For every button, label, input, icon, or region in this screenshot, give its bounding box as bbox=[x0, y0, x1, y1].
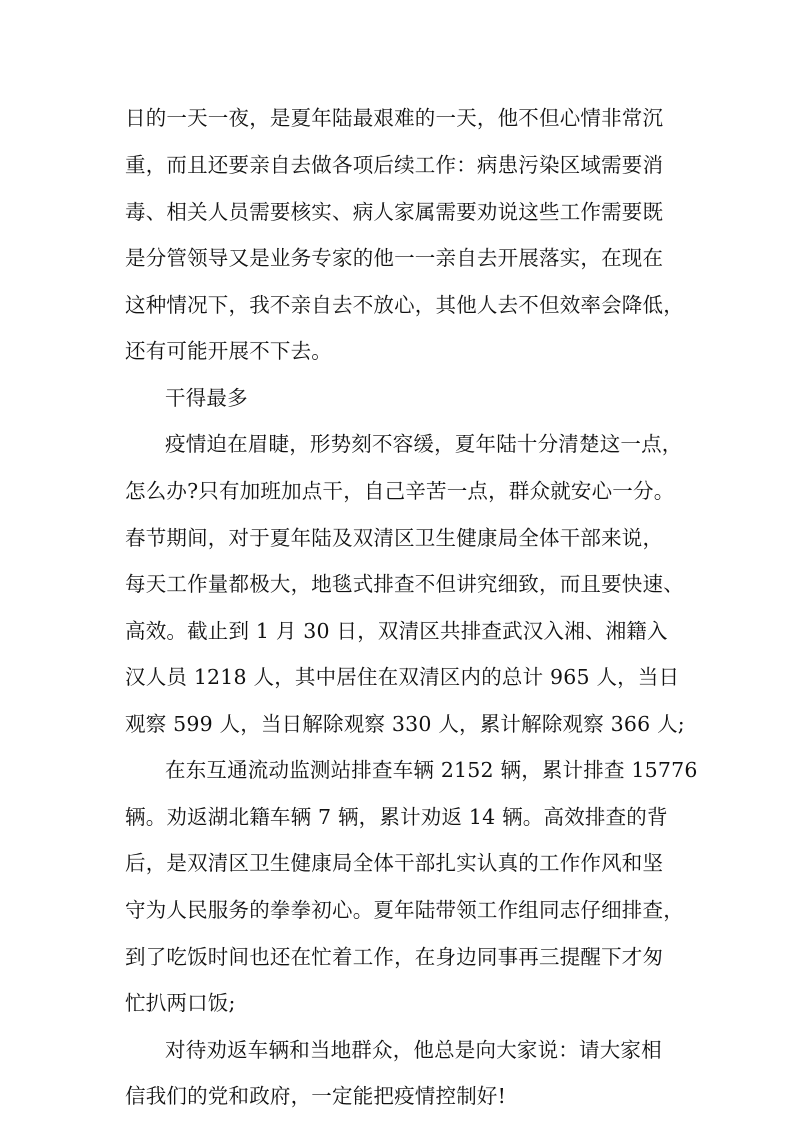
body-text-line: 还有可能开展不下去。 bbox=[125, 339, 332, 363]
body-text-line: 信我们的党和政府，一定能把疫情控制好! bbox=[125, 1084, 507, 1108]
body-text-line: 日的一天一夜，是夏年陆最艰难的一天，他不但心情非常沉 bbox=[125, 106, 664, 130]
body-text-line: 重，而且还要亲自去做各项后续工作：病患污染区域需要消 bbox=[125, 153, 664, 177]
body-text-line: 春节期间，对于夏年陆及双清区卫生健康局全体干部来说， bbox=[125, 526, 664, 550]
body-text-line: 对待劝返车辆和当地群众，他总是向大家说：请大家相 bbox=[165, 1038, 662, 1062]
body-text-line: 忙扒两口饭; bbox=[125, 991, 236, 1015]
body-text-line: 汉人员 1218 人，其中居住在双清区内的总计 965 人，当日 bbox=[125, 665, 680, 689]
body-text-line: 这种情况下，我不亲自去不放心，其他人去不但效率会降低， bbox=[125, 293, 684, 317]
body-text-line: 怎么办?只有加班加点干，自己辛苦一点，群众就安心一分。 bbox=[125, 479, 675, 503]
body-text-line: 毒、相关人员需要核实、病人家属需要劝说这些工作需要既 bbox=[125, 200, 664, 224]
body-text-line: 每天工作量都极大，地毯式排查不但讲究细致，而且要快速、 bbox=[125, 572, 684, 596]
body-text-line: 到了吃饭时间也还在忙着工作，在身边同事再三提醒下才匆 bbox=[125, 945, 664, 969]
body-text-line: 高效。截止到 1 月 30 日，双清区共排查武汉入湘、湘籍入 bbox=[125, 619, 668, 643]
body-text-line: 观察 599 人，当日解除观察 330 人，累计解除观察 366 人; bbox=[125, 712, 685, 736]
body-text-line: 后，是双清区卫生健康局全体干部扎实认真的工作作风和坚 bbox=[125, 851, 664, 875]
section-heading: 干得最多 bbox=[165, 386, 248, 410]
body-text-line: 疫情迫在眉睫，形势刻不容缓，夏年陆十分清楚这一点， bbox=[165, 432, 683, 456]
body-text-line: 辆。劝返湖北籍车辆 7 辆，累计劝返 14 辆。高效排查的背 bbox=[125, 805, 668, 829]
body-text-line: 守为人民服务的拳拳初心。夏年陆带领工作组同志仔细排查， bbox=[125, 898, 684, 922]
body-text-line: 在东互通流动监测站排查车辆 2152 辆，累计排查 15776 bbox=[165, 758, 698, 782]
body-text-line: 是分管领导又是业务专家的他一一亲自去开展落实，在现在 bbox=[125, 246, 664, 270]
